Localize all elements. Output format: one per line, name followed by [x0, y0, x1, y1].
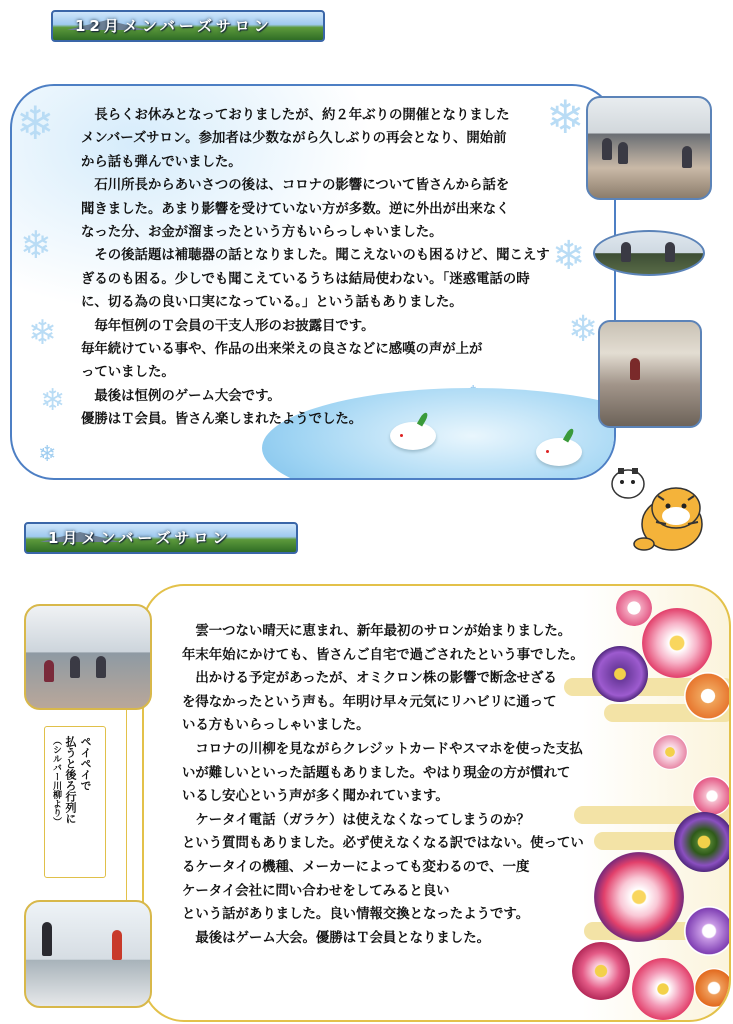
senryu-line-1: ペイペイで [79, 736, 92, 791]
salon-photo-conversation [593, 230, 705, 276]
article-line: コロナの川柳を見ながらクレジットカードやスマホを使った支払 [182, 741, 583, 757]
snowflake-icon: ❄ [40, 383, 66, 418]
january-banner [24, 522, 298, 554]
snowflake-icon: ❄ [38, 442, 57, 467]
snowflake-icon: ❄ [28, 313, 57, 353]
salon-photo-meeting-room [586, 96, 712, 200]
person-figure [682, 146, 692, 168]
article-line: 優勝はＴ会員。皆さん楽しまれたようでした。 [81, 412, 363, 428]
article-line: いるし安心という声が多く聞かれています。 [182, 789, 449, 805]
person-figure [621, 242, 631, 262]
senryu-source: （シルバー川柳より） [51, 736, 61, 826]
snowflake-icon: ❄ [568, 309, 599, 350]
snow-bunny-graphic [536, 438, 582, 466]
article-line: 長らくお休みとなっておりましたが、約２年ぶりの開催となりました [81, 108, 510, 123]
flower-decoration [694, 968, 731, 1008]
flower-decoration [652, 734, 688, 770]
person-figure [42, 922, 52, 956]
flower-decoration [684, 906, 731, 956]
flower-decoration [692, 776, 731, 816]
flower-decoration [594, 852, 684, 942]
snowflake-icon: ❄ [16, 96, 55, 150]
article-line: いる方もいらっしゃいました。 [182, 718, 370, 734]
person-figure [630, 358, 640, 380]
snowflake-icon: ❄ [546, 90, 585, 144]
article-line: なった分、お金が溜まったという方もいらっしゃいました。 [81, 225, 443, 241]
tiger-illustration [606, 462, 718, 562]
salon-photo-game [24, 900, 152, 1008]
article-line: を得なかったという声も。年明け早々元気にリハビリに通って [182, 694, 557, 710]
article-line: という話がありました。良い情報交換となったようです。 [182, 907, 530, 923]
article-line: 最後はゲーム大会。優勝はＴ会員となりました。 [182, 930, 490, 946]
article-line: っていました。 [81, 365, 175, 381]
article-line: ぎるのも困る。少しでも聞こえているうちは結局使わない。「迷惑電話の時 [81, 271, 530, 287]
december-article [81, 104, 591, 432]
person-figure [44, 660, 54, 682]
salon-photo-zodiac-doll [598, 320, 702, 428]
person-figure [602, 138, 612, 160]
flower-decoration [572, 942, 630, 1000]
article-line: ケータイ電話（ガラケ）は使えなくなってしまうのか？ [182, 812, 530, 828]
senryu-poem [48, 736, 93, 870]
person-figure [112, 930, 122, 960]
article-line: 雲一つない晴天に恵まれ、新年最初のサロンが始まりました。 [182, 624, 572, 639]
person-figure [665, 242, 675, 262]
article-line: 石川所長からあいさつの後は、コロナの影響について皆さんから話を [81, 178, 510, 194]
flower-decoration [642, 608, 712, 678]
flower-decoration [684, 672, 731, 720]
snowflake-icon: ❄ [552, 233, 586, 279]
flower-decoration [616, 590, 652, 626]
article-line: 最後は恒例のゲーム大会です。 [81, 388, 281, 404]
article-line: 聞きました。あまり影響を受けていない方が多数。逆に外出が出来なく [81, 201, 510, 217]
flower-decoration [674, 812, 731, 872]
senryu-line-2: 払うと後ろ行列に [64, 736, 77, 824]
article-line: という質問もありました。必ず使えなくなる訳ではない。使ってい [182, 836, 584, 852]
article-line: に、切る為の良い口実になっている。」という話もありました。 [81, 295, 463, 311]
december-banner-title: 12月メンバーズサロン [75, 17, 273, 35]
article-line: から話も弾んでいました。 [81, 154, 242, 170]
january-banner-title: 1月メンバーズサロン [48, 529, 232, 547]
article-line: 毎年続けている事や、作品の出来栄えの良さなどに感嘆の声が上が [81, 342, 483, 358]
snowflake-icon: ❄ [20, 223, 52, 267]
january-article [182, 620, 602, 950]
person-figure [70, 656, 80, 678]
article-line: メンバーズサロン。参加者は少数ながら久しぶりの再会となり、開始前 [81, 131, 507, 147]
person-figure [618, 142, 628, 164]
article-line: その後話題は補聴器の話となりました。聞こえないのも困るけど、聞こえす [81, 248, 550, 264]
person-figure [96, 656, 106, 678]
flower-decoration [632, 958, 694, 1020]
article-line: 毎年恒例のＴ会員の干支人形のお披露目です。 [81, 318, 375, 334]
article-line: るケータイの機種、メーカーによっても変わるので、一度 [182, 859, 530, 875]
article-line: ケータイ会社に問い合わせをしてみると良い [182, 883, 450, 899]
article-line: いが難しいといった話題もありました。やはり現金の方が慣れて [182, 765, 571, 781]
salon-photo-new-year-meeting [24, 604, 152, 710]
article-line: 年末年始にかけても、皆さんご自宅で過ごされたという事でした。 [182, 647, 584, 663]
december-banner [51, 10, 325, 42]
article-line: 出かける予定があったが、オミクロン株の影響で断念せざる [182, 671, 557, 687]
